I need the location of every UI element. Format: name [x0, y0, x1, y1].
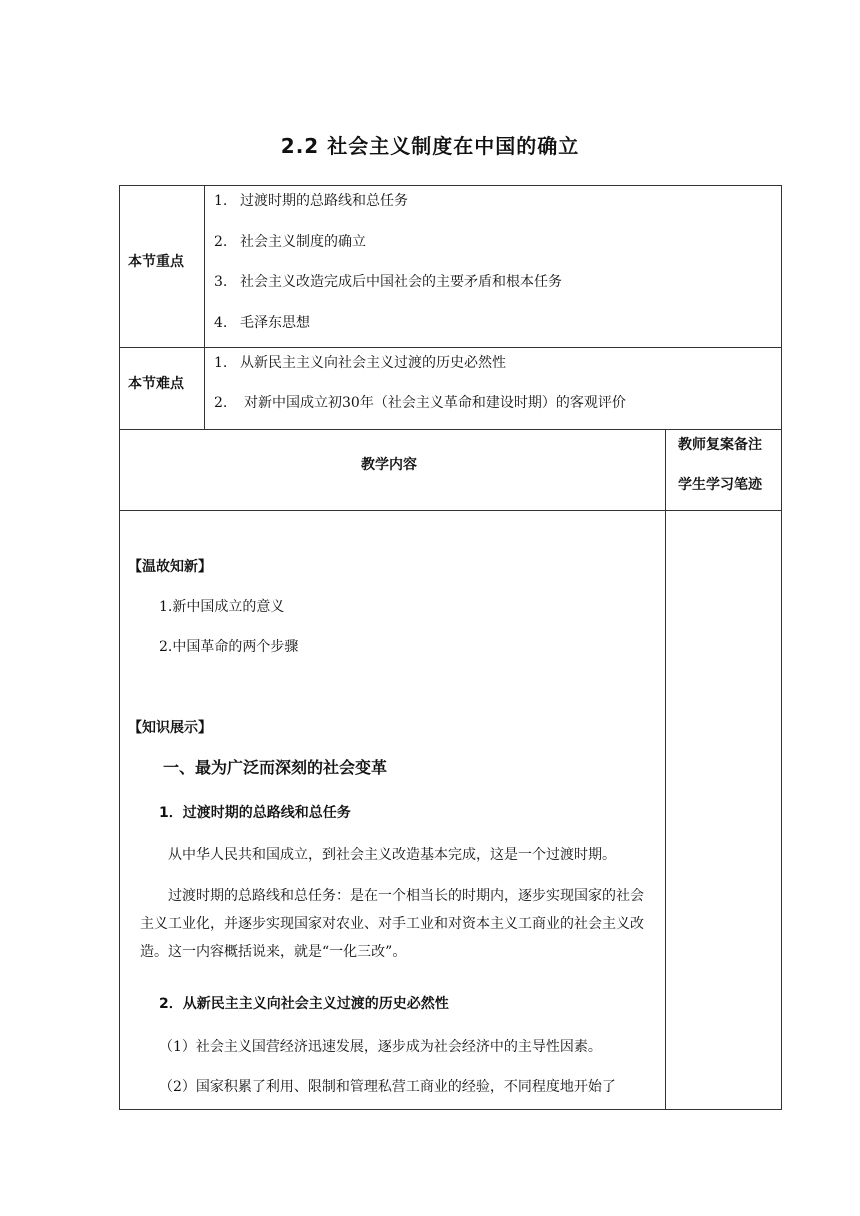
- content-header: 教学内容: [361, 457, 417, 473]
- paragraph: （1）社会主义国营经济迅速发展，逐步成为社会经济中的主导性因素。: [159, 1039, 602, 1055]
- paragraph: 从中华人民共和国成立，到社会主义改造基本完成，这是一个过渡时期。: [168, 847, 616, 863]
- section-title: 一、最为广泛而深刻的社会变革: [163, 758, 388, 777]
- knowledge-heading: 【知识展示】: [128, 720, 212, 736]
- paragraph: （2）国家积累了利用、限制和管理私营工商业的经验，不同程度地开始了: [159, 1079, 616, 1095]
- subsection-title: 2．从新民主主义向社会主义过渡的历史必然性: [159, 996, 449, 1012]
- review-item: 2.中国革命的两个步骤: [159, 639, 299, 655]
- difficult-point-item: 1. 从新民主主义向社会主义过渡的历史必然性: [214, 355, 506, 371]
- subsection-title: 1．过渡时期的总路线和总任务: [159, 805, 351, 821]
- key-point-item: 1. 过渡时期的总路线和总任务: [214, 193, 408, 209]
- key-points-label: 本节重点: [128, 254, 184, 270]
- table-row-divider: [119, 347, 782, 348]
- table-col-divider: [665, 429, 666, 1110]
- difficult-points-label: 本节难点: [128, 376, 184, 392]
- key-point-item: 2. 社会主义制度的确立: [214, 234, 366, 250]
- page-title: 2.2 社会主义制度在中国的确立: [280, 134, 580, 158]
- key-point-item: 3. 社会主义改造完成后中国社会的主要矛盾和根本任务: [214, 274, 562, 290]
- table-border-right: [781, 185, 782, 1110]
- side-header-line2: 学生学习笔迹: [678, 477, 762, 493]
- review-heading: 【温故知新】: [128, 559, 212, 575]
- table-border-bottom: [119, 1109, 782, 1110]
- paragraph: 过渡时期的总路线和总任务：是在一个相当长的时期内，逐步实现国家的社会主义工业化，并逐步实现国家对农业、对手工业和对资本主义工商业的社会主义改造。这一内容概括说来，就是“一化三改”。: [140, 888, 644, 960]
- table-border-top: [119, 185, 782, 186]
- review-item: 1.新中国成立的意义: [159, 599, 285, 615]
- side-header-line1: 教师复案备注: [678, 437, 762, 453]
- key-point-item: 4. 毛泽东思想: [214, 315, 310, 331]
- table-border-left: [119, 185, 120, 1110]
- difficult-point-item: 2. 对新中国成立初30年（社会主义革命和建设时期）的客观评价: [214, 395, 626, 411]
- table-row-divider: [119, 429, 782, 430]
- table-col-divider: [204, 185, 205, 430]
- table-row-divider: [119, 510, 782, 511]
